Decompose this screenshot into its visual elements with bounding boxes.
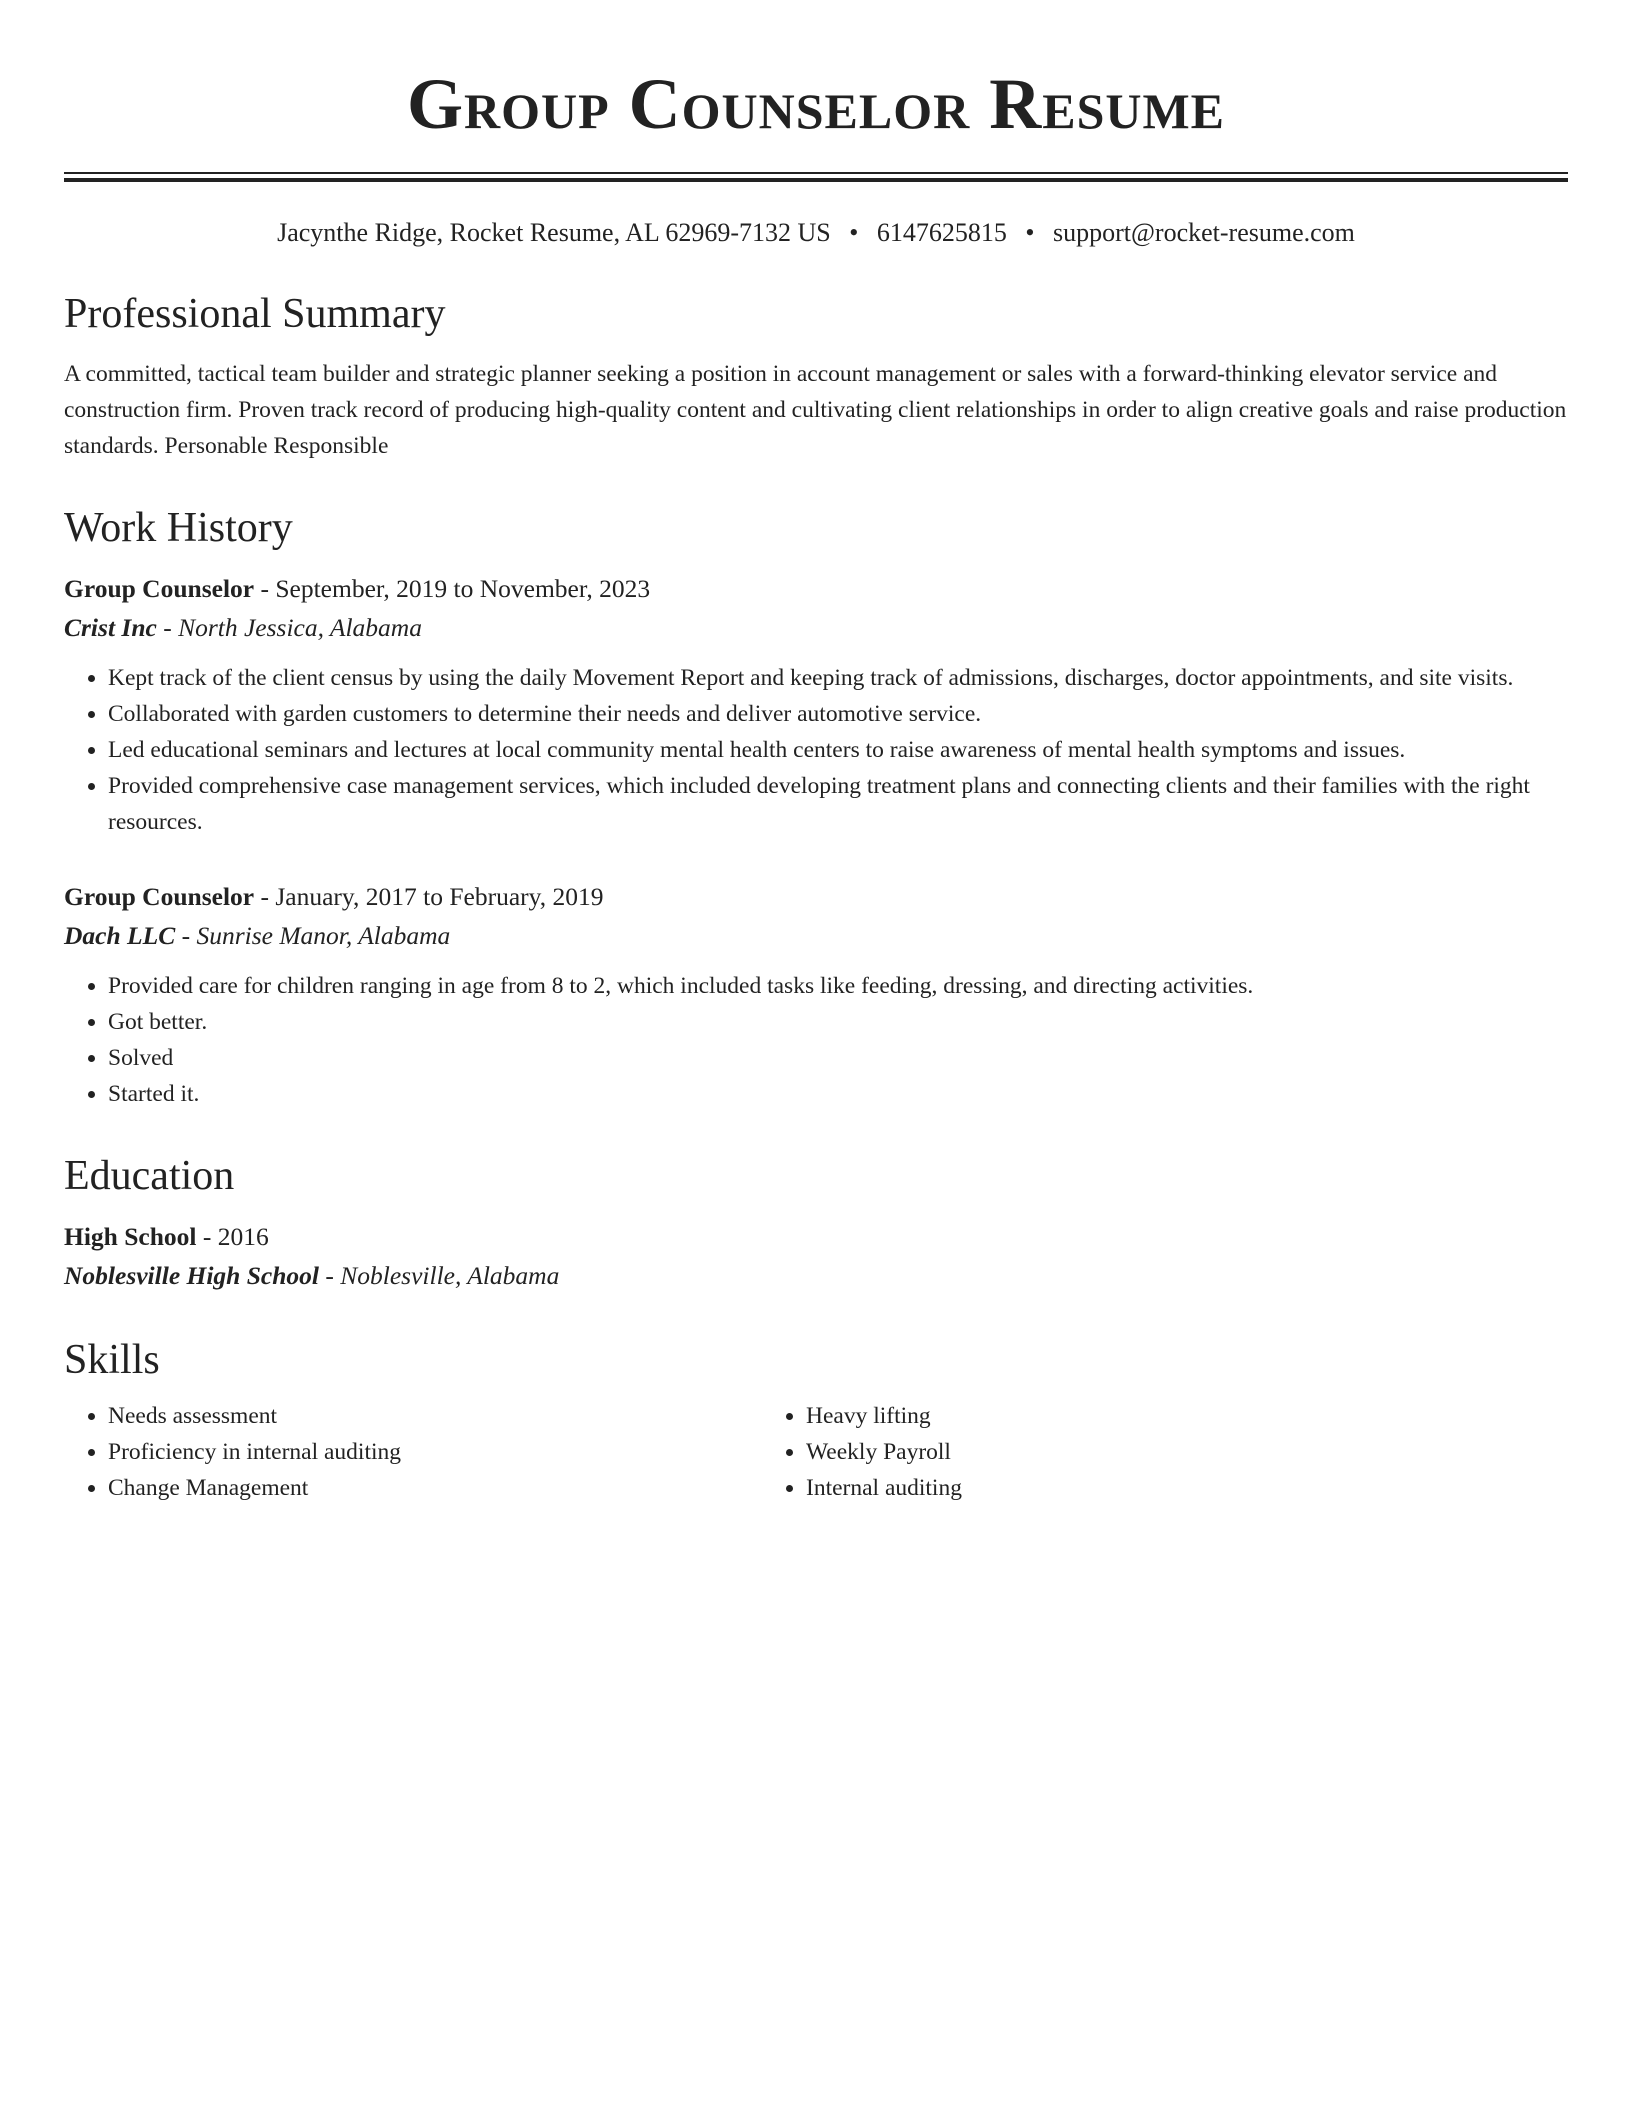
- summary-heading: Professional Summary: [64, 291, 446, 337]
- bullet-separator: •: [1025, 218, 1035, 247]
- contact-line: [64, 216, 1568, 250]
- list-item: • Weekly Payroll: [806, 1434, 1462, 1470]
- skills-columns: [64, 1398, 1568, 1506]
- skills-section: [64, 1334, 1568, 1506]
- company-line: [64, 916, 1568, 956]
- education-entry: [64, 1218, 1568, 1296]
- company-location: - North Jessica, Alabama: [156, 613, 422, 642]
- contact-phone: 6147625815: [876, 218, 1007, 247]
- list-item: • Needs assessment: [108, 1398, 762, 1434]
- job-title: Group Counselor: [64, 882, 255, 911]
- work-history-section: [64, 502, 1568, 1112]
- list-item: • Provided care for children ranging in age from 8 to 2, which included tasks like feeding, dressing, and directing activities.: [108, 968, 1568, 1004]
- summary-text: A committed, tactical team builder and strategic planner seeking a position in account management or sales with a forward-thinking elevator service and construction firm. Proven track record of producing high-quality content and cultivating client relationships in order to align creative goals and raise production standards. Personable Responsible: [64, 361, 1567, 459]
- company-name: Dach LLC: [64, 921, 176, 950]
- education-section: [64, 1150, 1568, 1296]
- job-title-line: [64, 878, 1568, 916]
- job-dates: - September, 2019 to November, 2023: [254, 574, 651, 603]
- graduation-year: - 2016: [196, 1222, 269, 1251]
- list-item: • Led educational seminars and lectures at local community mental health centers to raise awareness of mental health symptoms and issues.: [108, 732, 1568, 768]
- resume-title: Group Counselor Resume: [406, 64, 1226, 144]
- job-dates: - January, 2017 to February, 2019: [254, 882, 604, 911]
- list-item: • Heavy lifting: [806, 1398, 1462, 1434]
- school-location: - Noblesville, Alabama: [319, 1261, 560, 1290]
- list-item: • Change Management: [108, 1470, 762, 1506]
- bullet-separator: •: [849, 218, 859, 247]
- school-line: [64, 1256, 1568, 1296]
- list-item: • Started it.: [108, 1076, 1568, 1112]
- list-item: • Kept track of the client census by using the daily Movement Report and keeping track of admissions, discharges, doctor appointments, and site visits.: [108, 660, 1568, 696]
- skills-list-right: [762, 1398, 1462, 1506]
- list-item: • Provided comprehensive case management services, which included developing treatment plans and connecting clients and their families with the right resources.: [108, 768, 1568, 840]
- job-entry: [64, 570, 1568, 840]
- work-history-heading: Work History: [64, 505, 293, 551]
- contact-email: support@rocket-resume.com: [1052, 218, 1355, 247]
- skills-list-left: [64, 1398, 762, 1506]
- school-name: Noblesville High School: [64, 1261, 319, 1290]
- list-item: • Proficiency in internal auditing: [108, 1434, 762, 1470]
- list-item: • Collaborated with garden customers to determine their needs and deliver automotive service.: [108, 696, 1568, 732]
- list-item: • Solved: [108, 1040, 1568, 1076]
- contact-address: Jacynthe Ridge, Rocket Resume, AL 62969-7132 US: [277, 218, 831, 247]
- title-double-rule: [64, 172, 1568, 182]
- job-duties-list: [64, 660, 1568, 840]
- summary-section: [64, 288, 1568, 464]
- job-title-line: [64, 570, 1568, 608]
- job-title: Group Counselor: [64, 574, 255, 603]
- company-name: Crist Inc: [64, 613, 157, 642]
- degree-name: High School: [64, 1222, 197, 1251]
- job-entry: [64, 878, 1568, 1112]
- company-line: [64, 608, 1568, 648]
- company-location: - Sunrise Manor, Alabama: [175, 921, 451, 950]
- degree-line: [64, 1218, 1568, 1256]
- skills-heading: Skills: [64, 1337, 160, 1383]
- list-item: • Internal auditing: [806, 1470, 1462, 1506]
- job-duties-list: [64, 968, 1568, 1112]
- education-heading: Education: [64, 1153, 235, 1199]
- list-item: • Got better.: [108, 1004, 1568, 1040]
